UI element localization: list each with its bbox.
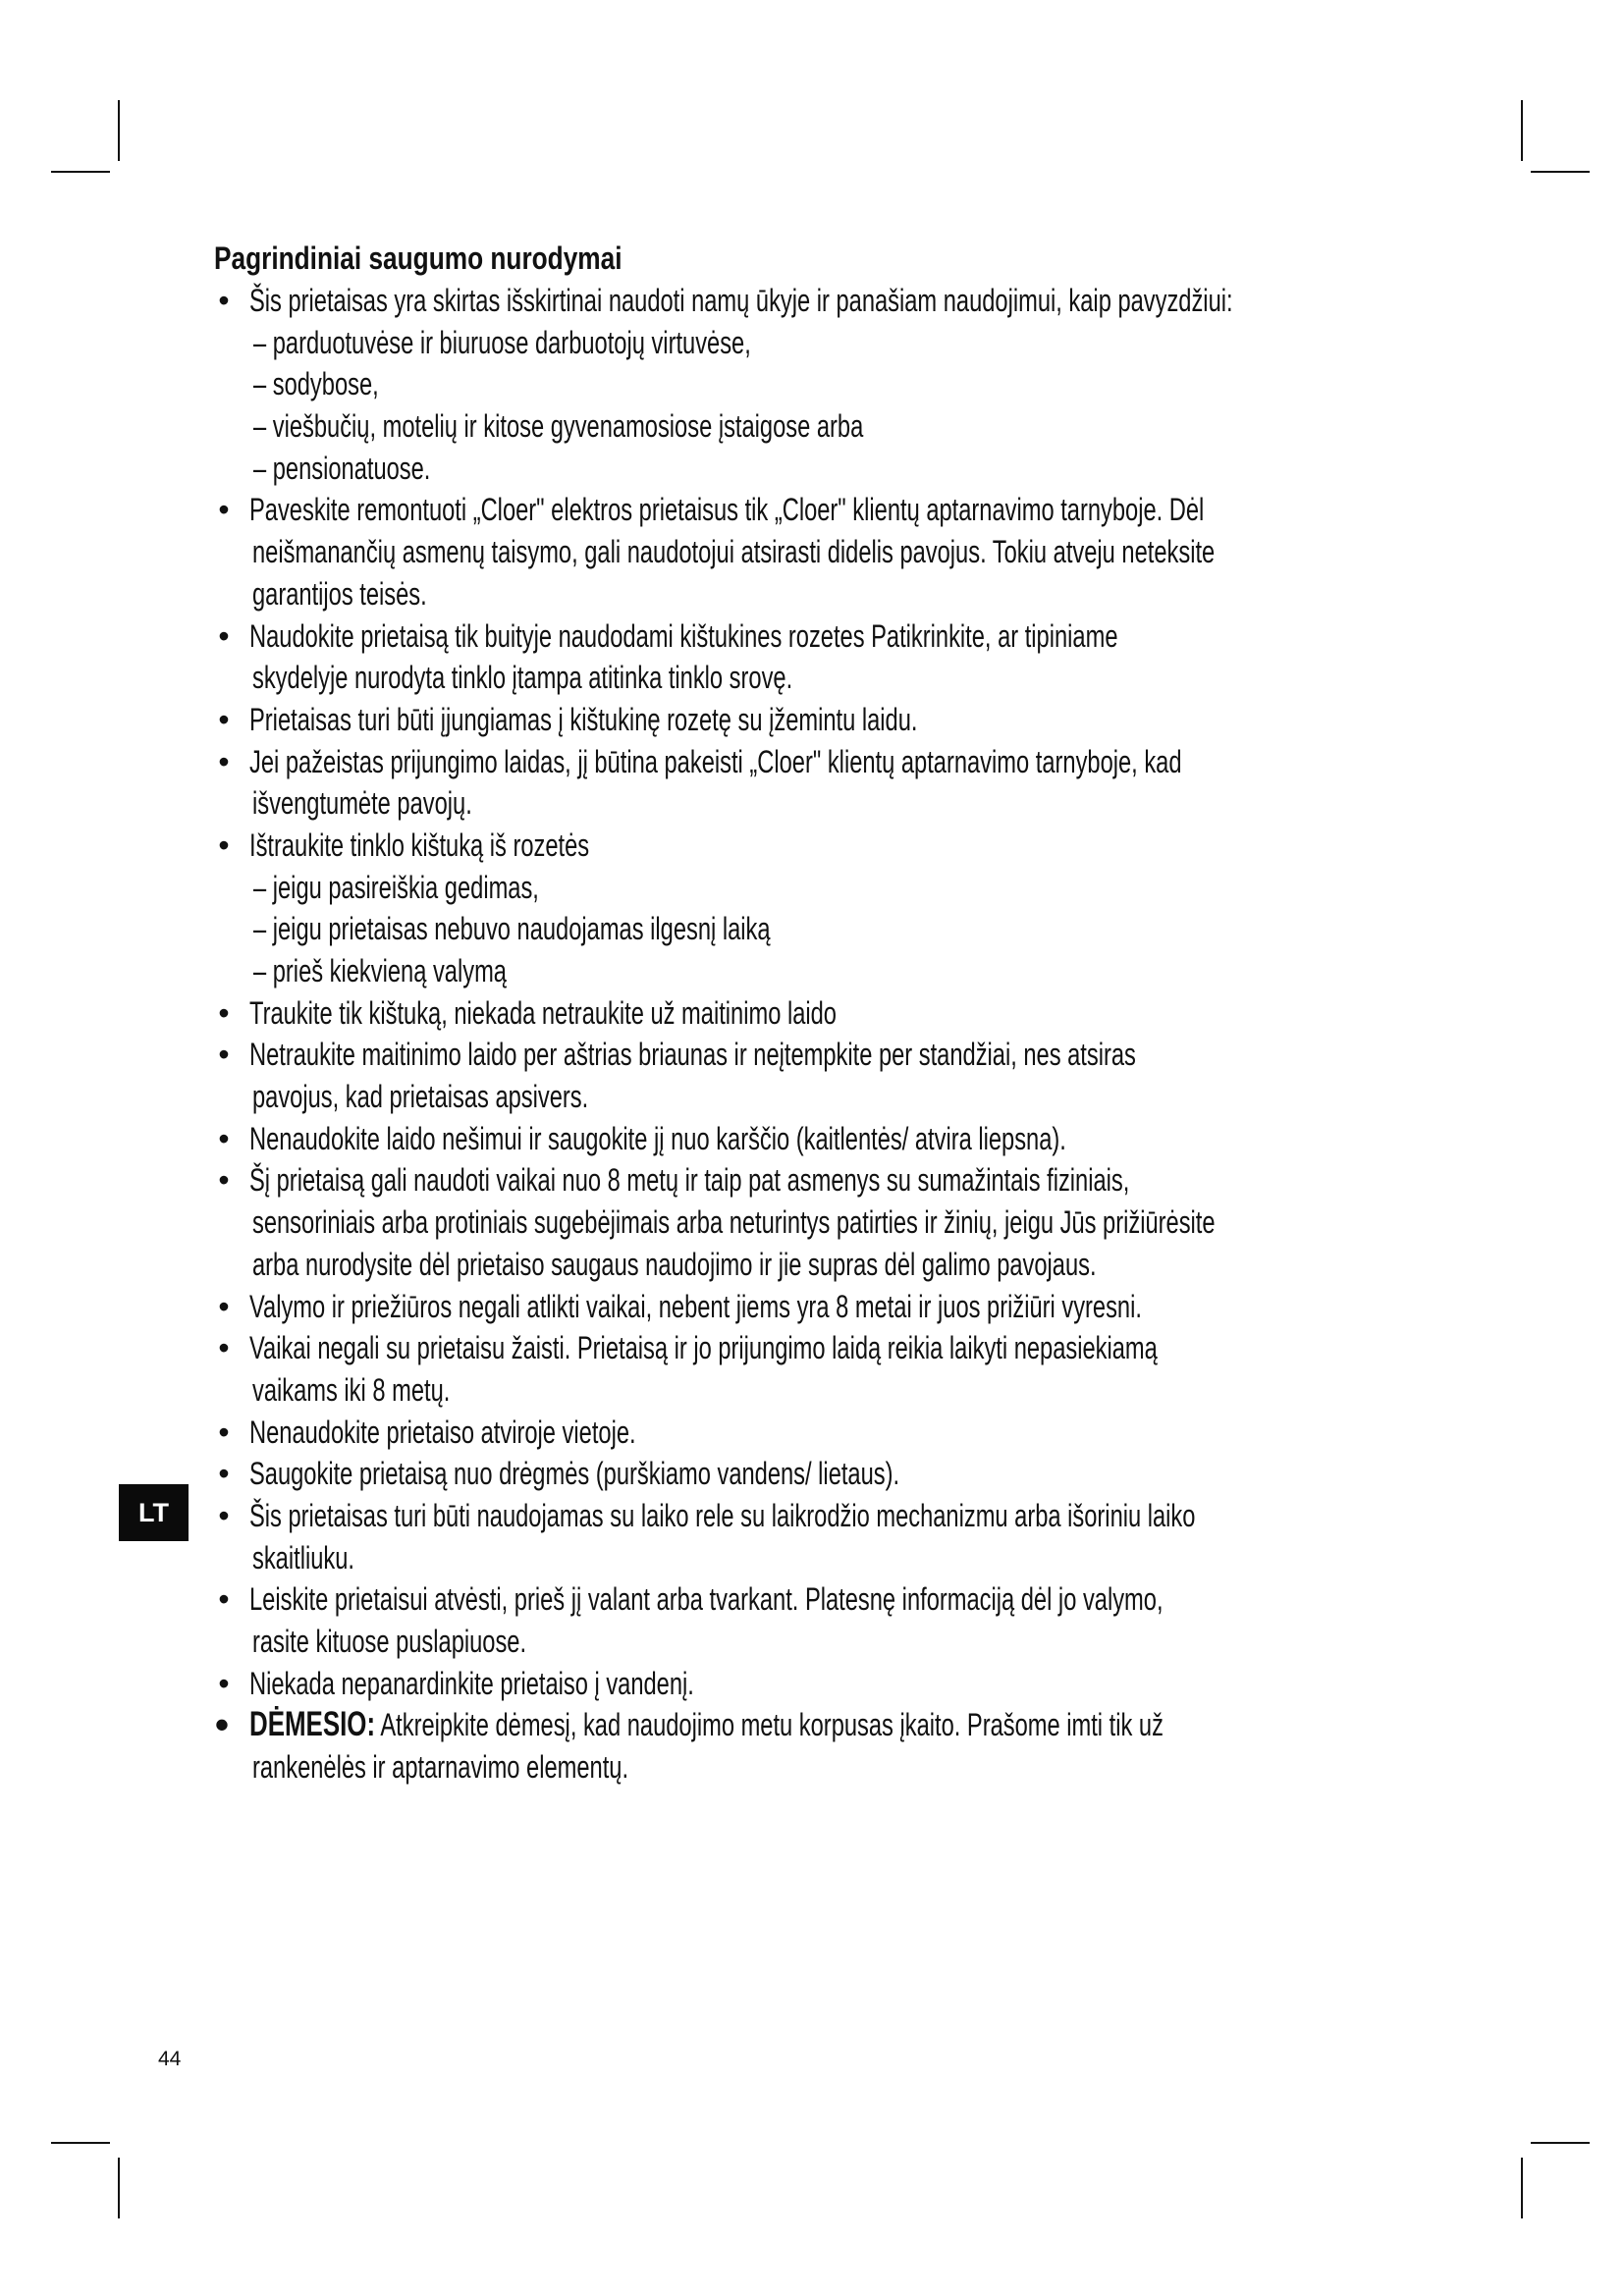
crop-mark [118, 2158, 120, 2218]
bullet-icon: • [218, 283, 230, 318]
list-item-text: arba nurodysite dėl prietaiso saugaus naudojimo ir jie supras dėl galimo pavojaus. [252, 1246, 1097, 1282]
list-item-text: sensoriniais arba protiniais sugebėjimais arba neturintys patirties ir žinių, jeigu Jūs prižiūrėsite [252, 1204, 1216, 1241]
list-item [214, 1495, 1441, 1537]
sub-item [214, 950, 1441, 992]
list-item-text: Ištraukite tinklo kištuką iš rozetės [249, 827, 590, 863]
list-item-text: Nenaudokite prietaiso atviroje vietoje. [249, 1414, 636, 1450]
list-item-text: skaitliuku. [252, 1539, 354, 1575]
list-item-text: Naudokite prietaisą tik buityje naudodami kištukines rozetes Patikrinkite, ar tipiniame [249, 617, 1118, 654]
list-item [214, 1578, 1441, 1621]
crop-mark [1521, 2158, 1523, 2218]
list-item [214, 1663, 1441, 1705]
list-item-text: Vaikai negali su prietaisu žaisti. Prietaisą ir jo prijungimo laidą reikia laikyti nepasiekiamą [249, 1330, 1158, 1366]
list-item-text: skydelyje nurodyta tinklo įtampa atitinka tinklo srovę. [252, 660, 793, 696]
crop-mark [118, 100, 120, 161]
sub-item [214, 322, 1441, 364]
list-item-text: Šis prietaisas turi būti naudojamas su laiko rele su laikrodžio mechanizmu arba išoriniu laiko [249, 1497, 1196, 1533]
list-item-continuation [214, 573, 1441, 615]
list-item [214, 1118, 1441, 1160]
bullet-icon: • [218, 1120, 230, 1156]
list-item [214, 615, 1441, 658]
list-item-text: Šis prietaisas yra skirtas išskirtinai naudoti namų ūkyje ir panašiam naudojimui, kaip pavyzdžiui: [249, 283, 1233, 318]
safety-instructions [214, 239, 1441, 1789]
list-item-text: Netraukite maitinimo laido per aštrias briaunas ir neįtempkite per standžiai, nes atsiras [249, 1037, 1136, 1073]
list-item-text: rasite kituose puslapiuose. [252, 1624, 527, 1659]
sub-item [214, 867, 1441, 909]
list-item-text: vaikams iki 8 metų. [252, 1371, 451, 1408]
list-item-text: Valymo ir priežiūros negali atlikti vaikai, nebent jiems yra 8 metai ir juos prižiūri vyresni. [249, 1288, 1142, 1324]
list-item [214, 699, 1441, 741]
list-item-continuation [214, 531, 1441, 573]
bullet-icon: • [218, 1288, 230, 1324]
instruction-list [214, 280, 1441, 1789]
list-item [214, 280, 1441, 322]
crop-mark [51, 2142, 110, 2144]
warning-text [249, 1704, 1164, 1746]
list-item [214, 1453, 1441, 1495]
list-item-text: Traukite tik kištuką, niekada netraukite už maitinimo laido [249, 994, 837, 1031]
bullet-icon: • [218, 701, 230, 737]
sub-item-text: – prieš kiekvieną valymą [253, 953, 507, 988]
sub-item [214, 363, 1441, 405]
bullet-icon: • [218, 994, 230, 1031]
bullet-icon: • [218, 743, 230, 779]
list-item-text: Paveskite remontuoti „Cloer" elektros prietaisus tik „Cloer" klientų aptarnavimo tarnyboje. Dėl [249, 492, 1205, 528]
list-item-continuation [214, 1076, 1441, 1118]
list-item [214, 1034, 1441, 1076]
list-item-text: Saugokite prietaisą nuo drėgmės (purškiamo vandens/ lietaus). [249, 1456, 900, 1492]
bullet-icon: • [218, 1414, 230, 1450]
sub-item-text: – jeigu pasireiškia gedimas, [253, 869, 539, 905]
warning-body: Atkreipkite dėmesį, kad naudojimo metu korpusas įkaito. Prašome imti tik už [375, 1707, 1164, 1743]
list-item [214, 992, 1441, 1035]
bullet-icon: • [218, 1581, 230, 1618]
bullet-icon: • [218, 1497, 230, 1533]
list-item-text: pavojus, kad prietaisas apsivers. [252, 1079, 589, 1115]
list-item [214, 1159, 1441, 1201]
list-item-continuation [214, 782, 1441, 825]
list-item [214, 1327, 1441, 1369]
list-item-text: Prietaisas turi būti įjungiamas į kištukinę rozetę su įžemintu laidu. [249, 701, 918, 737]
list-item-text: Nenaudokite laido nešimui ir saugokite jį nuo karščio (kaitlentės/ atvira liepsna). [249, 1120, 1066, 1156]
list-item-text: garantijos teisės. [252, 575, 427, 612]
warning-item [214, 1701, 1441, 1748]
crop-mark [1531, 171, 1590, 173]
bullet-icon: • [218, 1162, 230, 1199]
list-item [214, 825, 1441, 867]
crop-mark [1521, 100, 1523, 161]
list-item-continuation [214, 1537, 1441, 1579]
sub-item-text: – jeigu prietaisas nebuvo naudojamas ilgesnį laiką [253, 911, 771, 947]
list-item-continuation [214, 1369, 1441, 1412]
list-item [214, 1412, 1441, 1454]
bullet-icon: • [218, 1037, 230, 1073]
sub-item-text: – parduotuvėse ir biuruose darbuotojų virtuvėse, [253, 324, 751, 360]
warning-text-continuation: rankenėlės ir aptarnavimo elementų. [252, 1749, 629, 1786]
warning-continuation [214, 1746, 1441, 1789]
sub-item-text: – pensionatuose. [253, 450, 431, 486]
sub-item [214, 405, 1441, 448]
list-item-text: Niekada nepanardinkite prietaiso į vandenį. [249, 1665, 694, 1701]
list-item [214, 1286, 1441, 1328]
language-tab: LT [119, 1484, 189, 1541]
list-item-text: išvengtumėte pavojų. [252, 785, 472, 822]
sub-item-text: – sodybose, [253, 366, 379, 402]
list-item-text: neišmanančių asmenų taisymo, gali naudotojui atsirasti didelis pavojus. Tokiu atveju neteksite [252, 534, 1216, 570]
warning-label: DĖMESIO: [249, 1705, 376, 1744]
page-number: 44 [158, 2048, 182, 2070]
list-item-continuation [214, 1621, 1441, 1663]
sub-item-text: – viešbučių, motelių ir kitose gyvenamosiose įstaigose arba [253, 408, 864, 445]
list-item-text: Šį prietaisą gali naudoti vaikai nuo 8 metų ir taip pat asmenys su sumažintais fiziniais, [249, 1162, 1130, 1199]
bullet-icon: • [218, 1330, 230, 1366]
list-item-continuation [214, 657, 1441, 699]
list-item [214, 741, 1441, 783]
crop-mark [51, 171, 110, 173]
bullet-icon: • [218, 617, 230, 654]
list-item-continuation [214, 1201, 1441, 1244]
crop-mark [1531, 2142, 1590, 2144]
bullet-icon: • [218, 827, 230, 863]
bullet-icon: • [218, 1456, 230, 1492]
sub-item [214, 908, 1441, 950]
list-item-text: Leiskite prietaisui atvėsti, prieš jį valant arba tvarkant. Platesnę informaciją dėl jo valymo, [249, 1581, 1164, 1618]
list-item-continuation [214, 1244, 1441, 1286]
bullet-icon: • [218, 1665, 230, 1701]
bullet-icon: • [218, 492, 230, 528]
bullet-icon: • [214, 1701, 230, 1748]
list-item [214, 489, 1441, 531]
list-item-text: Jei pažeistas prijungimo laidas, jį būtina pakeisti „Cloer" klientų aptarnavimo tarnyboje, kad [249, 743, 1182, 779]
section-heading: Pagrindiniai saugumo nurodymai [214, 240, 623, 276]
sub-item [214, 448, 1441, 490]
